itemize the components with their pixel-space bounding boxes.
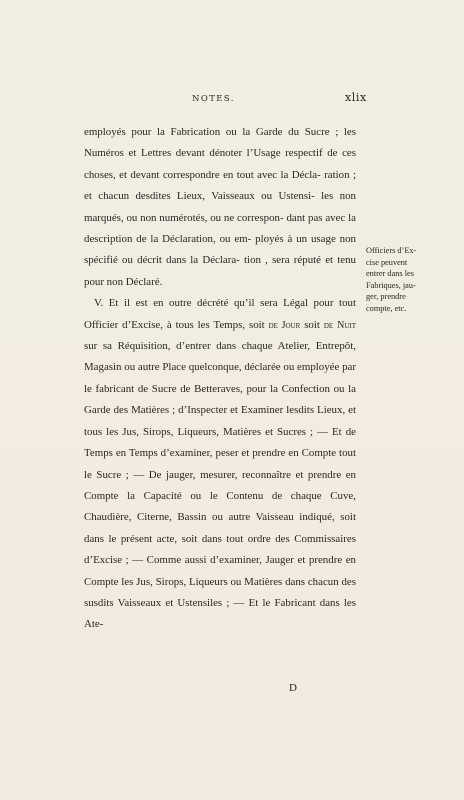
text-line: mesurer, reconnaître et prendre en Compte la Capacité <box>84 468 357 502</box>
text-line: Matières et Sucres ; — Et de Temps en Temps d’examiner, <box>84 425 356 460</box>
small-caps-nuit: Nuit <box>337 319 356 331</box>
text-line: peser et prendre en Compte tout le Sucre ; — De jauger, <box>84 447 356 481</box>
paragraph-section-v <box>84 293 356 636</box>
text-line: Numéros et Lettres devant dénoter l’Usage respectif de <box>84 147 338 160</box>
text-line: la Confection ou la Garde des Matières ; d’Inspecter et <box>84 382 356 417</box>
marginal-note-line: entrer dans les <box>366 269 414 279</box>
small-caps-de: de <box>323 319 334 331</box>
text-line: aussi d’examiner, Jauger et prendre en Compte les Jus, <box>84 554 356 588</box>
text-line: Entrepôt, Magasin ou autre Place quelconque, déclarée <box>84 340 356 374</box>
text-line: soit dans tout ordre des Commissaires d’Excise ; — Comme <box>84 532 356 567</box>
marginal-note-line: compte, etc. <box>366 303 407 313</box>
text-line: dant pas avec la description de la Déclaration, ou em- <box>84 211 356 246</box>
text-line: ou le Contenu de chaque Cuve, Chaudière, Citerne, <box>84 489 356 524</box>
text-line: Officier d’Excise, à tous les Temps, soit <box>84 318 265 331</box>
text-line: soit <box>304 318 320 331</box>
text-line: ou employée par le fabricant de Sucre de Betteraves, pour <box>84 361 356 395</box>
text-line: Sirops, Liqueurs ou Matières dans chacun des susdits <box>84 575 356 609</box>
text-line: tion , sera réputé et tenu pour non Déclaré. <box>84 254 356 288</box>
body-text <box>84 122 356 636</box>
text-line: les non marqués, ou non numérotés, ou ne correspon- <box>84 190 356 224</box>
marginal-note-line: cise peuvent <box>366 257 408 267</box>
text-line: ployés à un usage non spécifié ou décrit dans la Déclara- <box>84 233 356 267</box>
marginal-note-line: ger, prendre <box>366 292 406 302</box>
text-line: Bassin ou autre Vaisseau indiqué, soit dans le présent acte, <box>84 511 356 545</box>
text-line: ces choses, et devant correspondre en tout avec la Décla- <box>84 147 356 181</box>
running-head-title: NOTES. <box>192 94 235 104</box>
marginal-note <box>366 245 446 315</box>
signature-mark: D <box>289 682 297 694</box>
small-caps-jour: de Jour <box>268 319 301 331</box>
text-line: ration ; et chacun desdites Lieux, Vaisseaux ou Ustensi- <box>84 168 356 203</box>
text-line: Vaisseaux et Ustensiles ; — Et le Fabricant dans les Ate- <box>84 596 357 631</box>
text-line: Examiner lesdits Lieux, et tous les Jus, Sirops, Liqueurs, <box>84 404 357 438</box>
marginal-note-line: Fabriques, jau- <box>366 280 416 290</box>
text-line: sur sa Réquisition, d’entrer dans chaque Atelier, <box>84 340 311 353</box>
text-line: employés pour la Fabrication ou la Garde du Sucre ; les <box>84 126 356 138</box>
page-number: xlix <box>345 91 367 104</box>
paragraph-continuation <box>84 122 356 293</box>
text-line: V. Et il est en outre décrété qu’il sera Légal pour tout <box>94 297 356 310</box>
marginal-note-line: Officiers d’Ex- <box>366 246 417 255</box>
